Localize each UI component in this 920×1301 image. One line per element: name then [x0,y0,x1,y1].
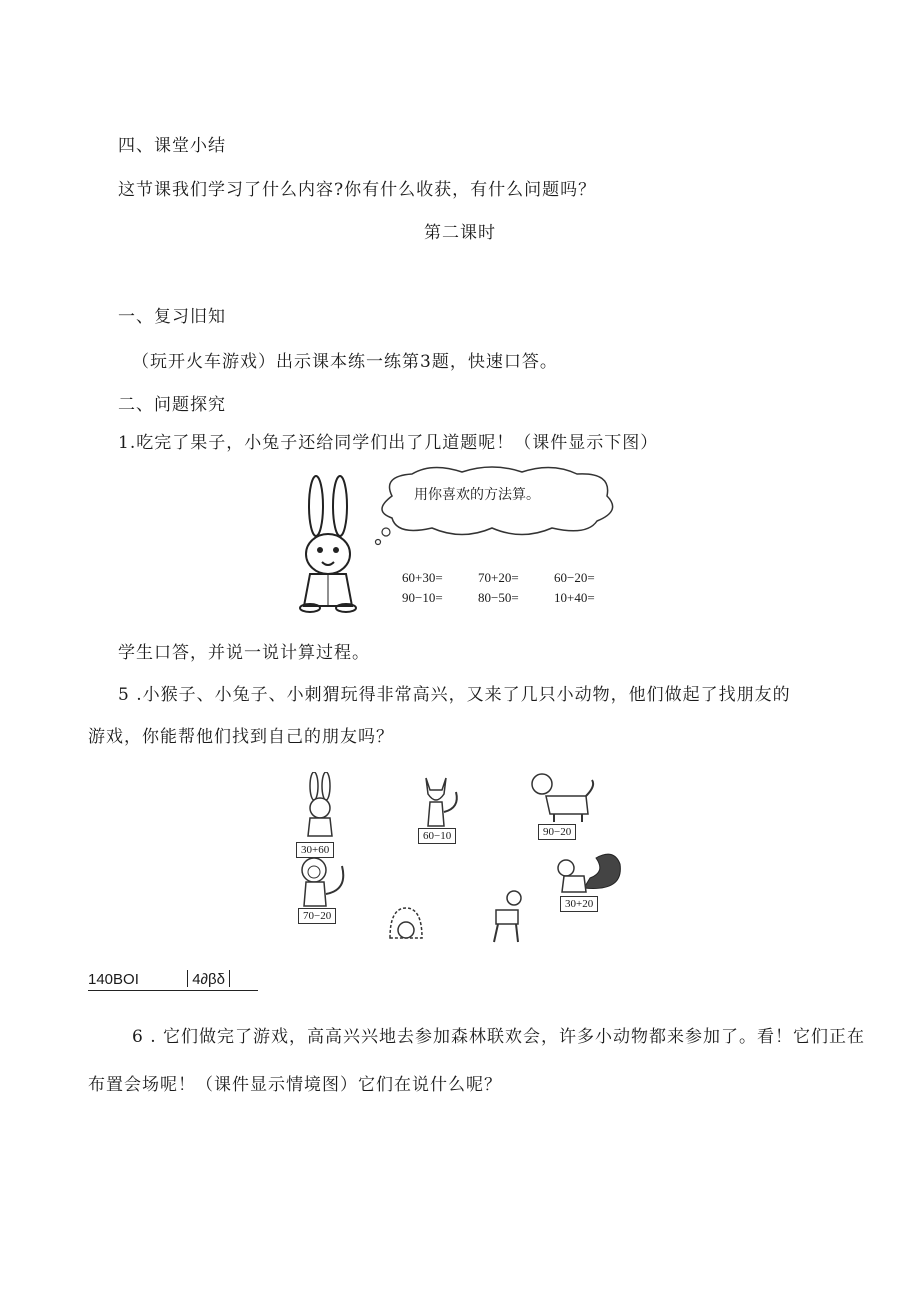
item5-line2: 游戏，你能帮他们找到自己的朋友吗？ [88,727,394,747]
figure-find-friends [292,768,632,950]
animal-label: 30+20 [560,896,598,912]
review-text: （玩开火车游戏）出示课本练一练第3题，快速口答。 [132,352,558,372]
bubble-text: 用你喜欢的方法算。 [414,487,540,503]
hedgehog-icon [386,904,426,946]
animal-label: 30+60 [296,842,334,858]
rabbit-illustration [296,466,366,616]
footer-mark [88,970,258,991]
deer-icon [484,886,528,944]
explore-heading: 二、问题探究 [118,395,226,415]
cat-icon [416,772,462,828]
monkey-icon [294,854,350,910]
animal-label: 70−20 [298,908,336,924]
squirrel-icon [554,848,624,894]
figure-rabbit-quiz [296,466,626,616]
equation: 80−50= [478,590,519,605]
equation: 90−10= [402,590,443,605]
summary-text: 这节课我们学习了什么内容?你有什么收获，有什么问题吗？ [118,180,597,200]
dog-icon [526,770,596,822]
item6-line1: 6 . 它们做完了游戏，高高兴兴地去参加森林联欢会，许多小动物都来参加了。看！它们正在 [132,1027,866,1047]
animal-label: 60−10 [418,828,456,844]
equation: 60+30= [402,570,443,585]
item6-line2: 布置会场呢！（课件显示情境图）它们在说什么呢？ [88,1075,502,1095]
review-heading: 一、复习旧知 [118,307,226,327]
rabbit-icon [300,772,340,840]
summary-heading: 四、课堂小结 [118,136,226,156]
animal-label: 90−20 [538,824,576,840]
item1-text: 1.吃完了果子，小兔子还给同学们出了几道题呢！（课件显示下图） [118,433,659,453]
thought-bubble [372,466,622,546]
equation: 70+20= [478,570,519,585]
lesson-title: 第二课时 [424,223,496,243]
footer-left: 140BOI [88,971,139,988]
footer-right: 4∂βδ [192,971,225,988]
equation: 60−20= [554,570,595,585]
answer-text: 学生口答，并说一说计算过程。 [118,643,370,663]
equation: 10+40= [554,590,595,605]
item5-line1: 5 .小猴子、小兔子、小刺猬玩得非常高兴，又来了几只小动物，他们做起了找朋友的 [118,685,791,705]
